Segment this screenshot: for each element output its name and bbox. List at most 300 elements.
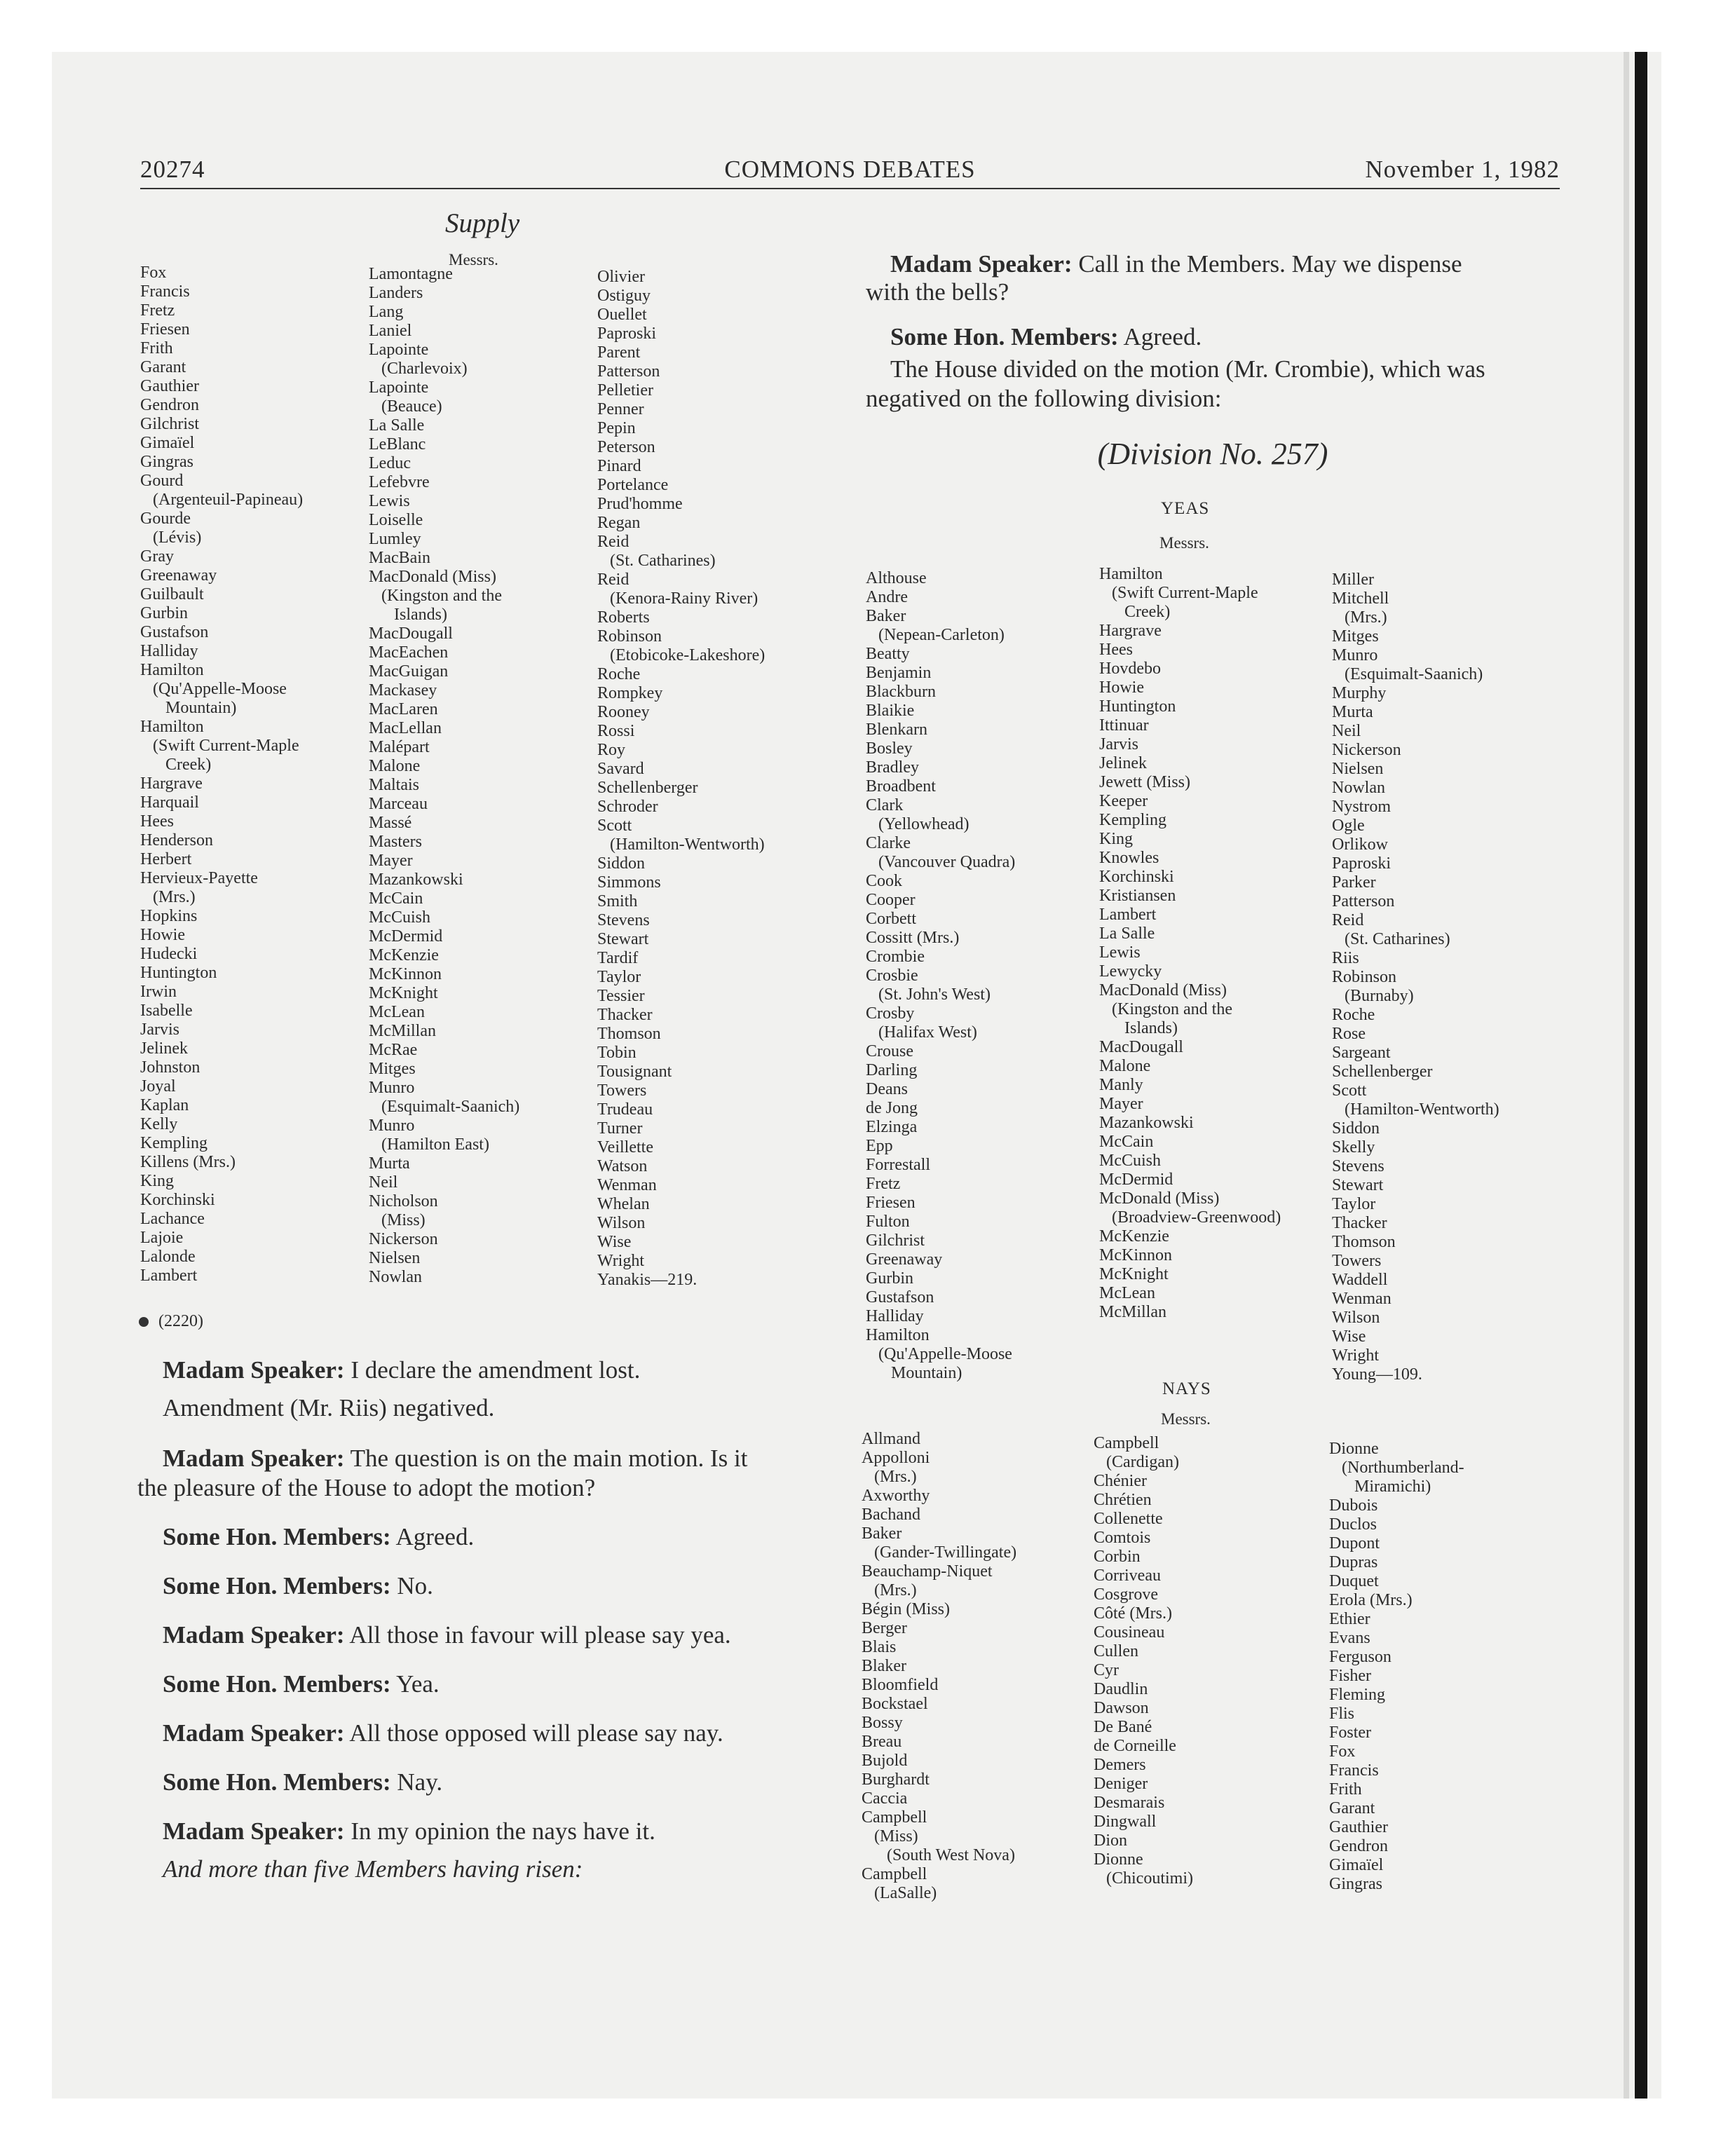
member-name: Munro (369, 1117, 415, 1135)
member-name: Forrestall (866, 1156, 930, 1174)
member-name: Tardif (597, 949, 639, 967)
member-name: Knowles (1099, 849, 1159, 867)
member-name: (Kingston and the (369, 587, 502, 605)
member-name: Prud'homme (597, 495, 683, 513)
member-name: Murphy (1332, 684, 1387, 702)
speech-line: the pleasure of the House to adopt the motion? (137, 1474, 596, 1501)
member-name: Skelly (1332, 1138, 1375, 1157)
member-name: Broadbent (866, 777, 936, 796)
member-name: Savard (597, 760, 644, 778)
member-name: Garant (1329, 1799, 1375, 1817)
member-name: Young—109. (1332, 1365, 1422, 1384)
member-name: Neil (369, 1173, 398, 1192)
member-name: Bégin (Miss) (862, 1600, 950, 1618)
member-name: McDermid (1099, 1171, 1173, 1189)
nays-list-col1 (862, 1430, 1016, 1903)
speech-line: Some Hon. Members: Yea. (163, 1670, 440, 1698)
member-name: Korchinski (1099, 868, 1174, 886)
member-name: LeBlanc (369, 435, 426, 453)
member-name: McCuish (1099, 1152, 1162, 1170)
member-name: Watson (597, 1157, 648, 1175)
member-name: McLean (369, 1003, 425, 1021)
member-name: Hudecki (140, 945, 198, 963)
member-name: Turner (597, 1119, 643, 1138)
member-name: Frith (1329, 1780, 1362, 1799)
member-name: Fisher (1329, 1667, 1371, 1685)
member-name: Daudlin (1094, 1680, 1148, 1698)
member-name: Regan (597, 514, 641, 532)
member-name: (Mrs.) (862, 1468, 917, 1486)
member-name: Veillette (597, 1138, 653, 1157)
member-name: MacLellan (369, 719, 442, 737)
member-name: Miller (1332, 571, 1374, 589)
member-name: La Salle (1099, 925, 1155, 943)
member-name: (Gander-Twillingate) (862, 1543, 1017, 1562)
member-name: Friesen (140, 320, 190, 339)
member-name: Stewart (1332, 1176, 1384, 1194)
member-name: (Hamilton-Wentworth) (597, 835, 765, 854)
member-name: Friesen (866, 1194, 916, 1212)
member-name: Darling (866, 1061, 918, 1079)
member-name: (Beauce) (369, 397, 442, 416)
speech-line: Madam Speaker: The question is on the main motion. Is it (163, 1445, 748, 1472)
member-name: (Halifax West) (866, 1023, 977, 1042)
page-edge (1635, 52, 1647, 2099)
speech-line: negatived on the following division: (866, 385, 1222, 412)
member-name: Gimaïel (140, 434, 195, 452)
member-name: Roche (1332, 1006, 1375, 1024)
member-name: Towers (1332, 1252, 1382, 1270)
member-name: Kristiansen (1099, 887, 1176, 905)
member-name: Dion (1094, 1831, 1127, 1850)
member-name: Islands) (369, 606, 447, 624)
yeas-list-col1 (866, 569, 1015, 1383)
member-name: Bujold (862, 1752, 908, 1770)
speech-line: Madam Speaker: In my opinion the nays have it. (163, 1817, 655, 1845)
timestamp-marker (139, 1312, 203, 1331)
member-name: Benjamin (866, 664, 932, 682)
member-name: (Yellowhead) (866, 815, 969, 833)
member-name: Patterson (597, 362, 660, 381)
member-name: Evans (1329, 1629, 1370, 1647)
member-name: Hamilton (866, 1326, 930, 1344)
member-name: Parent (597, 343, 641, 362)
member-name: (Broadview-Greenwood) (1099, 1208, 1281, 1227)
member-name: Kaplan (140, 1096, 189, 1114)
member-name: Gimaïel (1329, 1856, 1384, 1874)
member-name: Crouse (866, 1042, 913, 1060)
member-name: Dupras (1329, 1553, 1378, 1571)
member-name: McKinnon (369, 965, 442, 983)
member-name: Pepin (597, 419, 636, 437)
division-list-col1 (140, 264, 303, 1285)
member-name: Crosbie (866, 967, 918, 985)
member-name: Campbell (862, 1865, 927, 1883)
member-name: Stewart (597, 930, 649, 948)
member-name: Cosgrove (1094, 1585, 1158, 1604)
member-name: King (1099, 830, 1133, 848)
member-name: Hopkins (140, 907, 198, 925)
member-name: Reid (597, 571, 630, 589)
member-name: Lalonde (140, 1248, 196, 1266)
member-name: Lapointe (369, 378, 429, 397)
member-name: Gray (140, 547, 174, 566)
member-name: Parker (1332, 873, 1376, 892)
member-name: Jelinek (1099, 754, 1147, 772)
member-name: MacDougall (369, 625, 453, 643)
speech-line: Madam Speaker: I declare the amendment lost. (163, 1356, 641, 1384)
member-name: Jarvis (1099, 735, 1138, 753)
member-name: Gendron (140, 396, 199, 414)
member-name: McCain (369, 889, 423, 908)
member-name: Francis (1329, 1761, 1379, 1780)
member-name: Wright (597, 1252, 645, 1270)
member-name: (Swift Current-Maple (1099, 584, 1258, 602)
member-name: Baker (866, 607, 906, 625)
member-name: Bossy (862, 1714, 903, 1732)
member-name: Siddon (597, 854, 646, 873)
member-name: Wenman (1332, 1290, 1392, 1308)
member-name: Corriveau (1094, 1567, 1161, 1585)
member-name: Mitges (369, 1060, 416, 1078)
member-name: (Argenteuil-Papineau) (140, 491, 304, 509)
member-name: Gilchrist (866, 1231, 925, 1250)
member-name: (LaSalle) (862, 1884, 937, 1902)
member-name: Simmons (597, 873, 661, 892)
member-name: Fretz (866, 1175, 901, 1193)
member-name: (Miss) (369, 1211, 426, 1229)
member-name: Pinard (597, 457, 641, 475)
member-name: Tousignant (597, 1063, 672, 1081)
member-name: Thacker (597, 1006, 653, 1024)
messrs-label: Messrs. (1159, 534, 1209, 552)
division-list-col2 (369, 265, 519, 1287)
member-name: Gendron (1329, 1837, 1388, 1855)
member-name: Andre (866, 588, 908, 606)
member-name: Wilson (1332, 1309, 1380, 1327)
member-name: McMillan (1099, 1303, 1166, 1321)
member-name: (Qu'Appelle-Moose (866, 1345, 1012, 1363)
member-name: Bachand (862, 1506, 920, 1524)
member-name: Taylor (1332, 1195, 1376, 1213)
member-name: Harquail (140, 793, 199, 812)
member-name: Bosley (866, 739, 913, 758)
member-name: Appolloni (862, 1449, 930, 1467)
member-name: Rooney (597, 703, 650, 721)
yeas-heading: YEAS (1161, 499, 1210, 518)
division-list-col3 (597, 268, 765, 1290)
member-name: Nielsen (1332, 760, 1384, 778)
member-name: Jewett (Miss) (1099, 773, 1190, 791)
member-name: de Corneille (1094, 1737, 1176, 1755)
yeas-list-col2 (1099, 565, 1281, 1322)
member-name: Olivier (597, 268, 645, 286)
member-name: (Northumberland- (1329, 1459, 1464, 1477)
member-name: Mayer (1099, 1095, 1143, 1113)
publication-date: November 1, 1982 (1365, 156, 1560, 183)
member-name: Campbell (1094, 1434, 1159, 1452)
member-name: Desmarais (1094, 1794, 1165, 1812)
member-name: Mayer (369, 852, 413, 870)
member-name: (Mrs.) (140, 888, 196, 906)
member-name: La Salle (369, 416, 425, 435)
member-name: Fleming (1329, 1686, 1386, 1704)
member-name: Maltais (369, 776, 419, 794)
member-name: Lamontagne (369, 265, 453, 283)
timestamp: (2220) (158, 1312, 203, 1330)
member-name: Robinson (597, 627, 662, 646)
member-name: Cossitt (Mrs.) (866, 929, 960, 947)
speech-line: Some Hon. Members: Nay. (163, 1768, 443, 1796)
member-name: McKnight (1099, 1265, 1169, 1283)
member-name: Hervieux-Payette (140, 869, 258, 887)
member-name: Sargeant (1332, 1044, 1391, 1062)
member-name: Malépart (369, 738, 430, 756)
member-name: (Charlevoix) (369, 360, 468, 378)
member-name: Robinson (1332, 968, 1397, 986)
member-name: Portelance (597, 476, 669, 494)
member-name: Nowlan (369, 1268, 422, 1286)
member-name: (Nepean-Carleton) (866, 626, 1005, 644)
division-title: (Division No. 257) (1097, 437, 1328, 471)
member-name: (Vancouver Quadra) (866, 853, 1016, 871)
member-name: Schellenberger (1332, 1063, 1433, 1081)
member-name: Deans (866, 1080, 908, 1098)
member-name: Keeper (1099, 792, 1148, 810)
member-name: Hamilton (140, 718, 204, 736)
member-name: Howie (1099, 678, 1144, 697)
member-name: Erola (Mrs.) (1329, 1591, 1413, 1609)
member-name: Massé (369, 814, 412, 832)
member-name: Althouse (866, 569, 927, 587)
member-name: Cooper (866, 891, 916, 909)
member-name: Malone (1099, 1057, 1151, 1075)
member-name: Irwin (140, 983, 177, 1001)
member-name: Wenman (597, 1176, 657, 1194)
member-name: Trudeau (597, 1100, 653, 1119)
member-name: Lapointe (369, 341, 429, 359)
member-name: Fox (140, 264, 167, 282)
member-name: Hees (1099, 641, 1133, 659)
member-name: Leduc (369, 454, 411, 472)
speech-line: Madam Speaker: All those opposed will please say nay. (163, 1719, 723, 1747)
member-name: (St. Catharines) (597, 552, 716, 570)
member-name: Mazankowski (369, 871, 463, 889)
member-name: Lambert (1099, 906, 1157, 924)
member-name: Ostiguy (597, 287, 651, 305)
member-name: Dupont (1329, 1534, 1380, 1553)
member-name: Clarke (866, 834, 911, 852)
member-name: Halliday (140, 642, 198, 660)
member-name: Blais (862, 1638, 897, 1656)
member-name: Dubois (1329, 1496, 1378, 1515)
member-name: McDonald (Miss) (1099, 1189, 1220, 1208)
member-name: Comtois (1094, 1529, 1151, 1547)
speech-line: And more than five Members having risen: (163, 1855, 583, 1883)
member-name: Towers (597, 1082, 647, 1100)
member-name: Flis (1329, 1705, 1355, 1723)
member-name: Collenette (1094, 1510, 1163, 1528)
publication-title: COMMONS DEBATES (724, 156, 976, 183)
member-name: MacDonald (Miss) (1099, 981, 1227, 999)
member-name: (Esquimalt-Saanich) (1332, 665, 1483, 683)
member-name: (Cardigan) (1094, 1453, 1179, 1471)
member-name: Peterson (597, 438, 655, 456)
member-name: Hees (140, 812, 174, 831)
member-name: Breau (862, 1733, 902, 1751)
member-name: Mitges (1332, 627, 1379, 646)
member-name: Frith (140, 339, 173, 357)
member-name: Wise (1332, 1328, 1366, 1346)
member-name: Bockstael (862, 1695, 928, 1713)
member-name: Marceau (369, 795, 428, 813)
member-name: Dionne (1094, 1850, 1143, 1869)
member-name: de Jong (866, 1099, 918, 1117)
member-name: Mackasey (369, 681, 437, 700)
member-name: Fox (1329, 1742, 1356, 1761)
member-name: Berger (862, 1619, 907, 1637)
member-name: Schroder (597, 798, 658, 816)
member-name: Lewis (1099, 943, 1141, 962)
member-name: Hovdebo (1099, 660, 1161, 678)
member-name: Gourde (140, 510, 191, 528)
member-name: Orlikow (1332, 835, 1388, 854)
member-name: Neil (1332, 722, 1361, 740)
member-name: Joyal (140, 1077, 176, 1096)
member-name: Foster (1329, 1724, 1371, 1742)
member-name: MacEachen (369, 643, 449, 662)
member-name: Taylor (597, 968, 641, 986)
member-name: McCuish (369, 908, 431, 927)
member-name: Duclos (1329, 1515, 1377, 1534)
member-name: Miramichi) (1329, 1478, 1431, 1496)
member-name: Beauchamp-Niquet (862, 1562, 993, 1581)
member-name: Korchinski (140, 1191, 215, 1209)
member-name: Rose (1332, 1025, 1366, 1043)
member-name: Reid (597, 533, 630, 551)
member-name: Fulton (866, 1213, 910, 1231)
member-name: Patterson (1332, 892, 1395, 910)
member-name: Epp (866, 1137, 893, 1155)
member-name: MacLaren (369, 700, 438, 718)
member-name: Ittinuar (1099, 716, 1149, 735)
member-name: Masters (369, 833, 422, 851)
member-name: Kempling (1099, 811, 1166, 829)
member-name: Ferguson (1329, 1648, 1392, 1666)
member-name: Deniger (1094, 1775, 1148, 1793)
member-name: Nowlan (1332, 779, 1385, 797)
member-name: Rompkey (597, 684, 663, 702)
member-name: Hamilton (1099, 565, 1163, 583)
member-name: Ogle (1332, 817, 1365, 835)
member-name: McLean (1099, 1284, 1155, 1302)
member-name: Nystrom (1332, 798, 1391, 816)
member-name: Hamilton (140, 661, 204, 679)
member-name: Gurbin (140, 604, 188, 622)
member-name: Corbett (866, 910, 916, 928)
member-name: Reid (1332, 911, 1364, 929)
member-name: Greenaway (866, 1250, 943, 1269)
member-name: Crombie (866, 948, 925, 966)
member-name: Kelly (140, 1115, 178, 1133)
member-name: Penner (597, 400, 644, 418)
member-name: Hargrave (1099, 622, 1162, 640)
page-binding-shadow (1624, 52, 1629, 2099)
member-name: Johnston (140, 1058, 200, 1077)
member-name: Cyr (1094, 1661, 1119, 1679)
member-name: McKenzie (1099, 1227, 1169, 1246)
member-name: (Chicoutimi) (1094, 1869, 1193, 1888)
member-name: (Miss) (862, 1827, 918, 1845)
member-name: Lewis (369, 492, 410, 510)
member-name: (St. Catharines) (1332, 930, 1450, 948)
member-name: (Qu'Appelle-Moose (140, 680, 287, 698)
member-name: Fretz (140, 301, 175, 320)
member-name: Cook (866, 872, 903, 890)
member-name: Gauthier (1329, 1818, 1388, 1836)
member-name: Dionne (1329, 1440, 1379, 1458)
member-name: Greenaway (140, 566, 217, 585)
member-name: Francis (140, 282, 190, 301)
member-name: Paproski (1332, 854, 1391, 873)
member-name: (Lévis) (140, 528, 202, 547)
member-name: (South West Nova) (862, 1846, 1015, 1864)
member-name: Lambert (140, 1267, 198, 1285)
member-name: Caccia (862, 1789, 908, 1808)
member-name: Cousineau (1094, 1623, 1165, 1642)
member-name: Mountain) (866, 1364, 962, 1382)
member-name: Chrétien (1094, 1491, 1152, 1509)
member-name: De Bané (1094, 1718, 1152, 1736)
member-name: Campbell (862, 1808, 927, 1827)
member-name: Nicholson (369, 1192, 438, 1210)
member-name: Elzinga (866, 1118, 918, 1136)
yeas-list-col3 (1332, 571, 1499, 1384)
member-name: Riis (1332, 949, 1359, 967)
member-name: (Etobicoke-Lakeshore) (597, 646, 766, 664)
member-name: Mountain) (140, 699, 237, 717)
member-name: Ouellet (597, 306, 647, 324)
member-name: Jarvis (140, 1021, 179, 1039)
speech-line: with the bells? (866, 278, 1009, 306)
member-name: Thacker (1332, 1214, 1387, 1232)
member-name: Schellenberger (597, 779, 698, 797)
member-name: Burghardt (862, 1770, 930, 1789)
member-name: Côté (Mrs.) (1094, 1604, 1172, 1623)
member-name: Jelinek (140, 1039, 188, 1058)
member-name: Scott (1332, 1082, 1367, 1100)
member-name: Bloomfield (862, 1676, 939, 1694)
member-name: Gingras (1329, 1875, 1382, 1893)
member-name: Demers (1094, 1756, 1146, 1774)
nays-list-col3 (1329, 1440, 1464, 1894)
member-name: Nickerson (1332, 741, 1401, 759)
member-name: Lang (369, 303, 404, 321)
member-name: Wilson (597, 1214, 646, 1232)
member-name: King (140, 1172, 174, 1190)
member-name: Chénier (1094, 1472, 1147, 1490)
member-name: MacDougall (1099, 1038, 1183, 1056)
member-name: Creek) (140, 756, 212, 774)
member-name: Herbert (140, 850, 192, 868)
member-name: Laniel (369, 322, 412, 340)
member-name: Lefebvre (369, 473, 430, 491)
member-name: Paproski (597, 325, 656, 343)
member-name: (Swift Current-Maple (140, 737, 299, 755)
member-name: Gilchrist (140, 415, 199, 433)
member-name: Dingwall (1094, 1813, 1157, 1831)
member-name: Clark (866, 796, 904, 814)
